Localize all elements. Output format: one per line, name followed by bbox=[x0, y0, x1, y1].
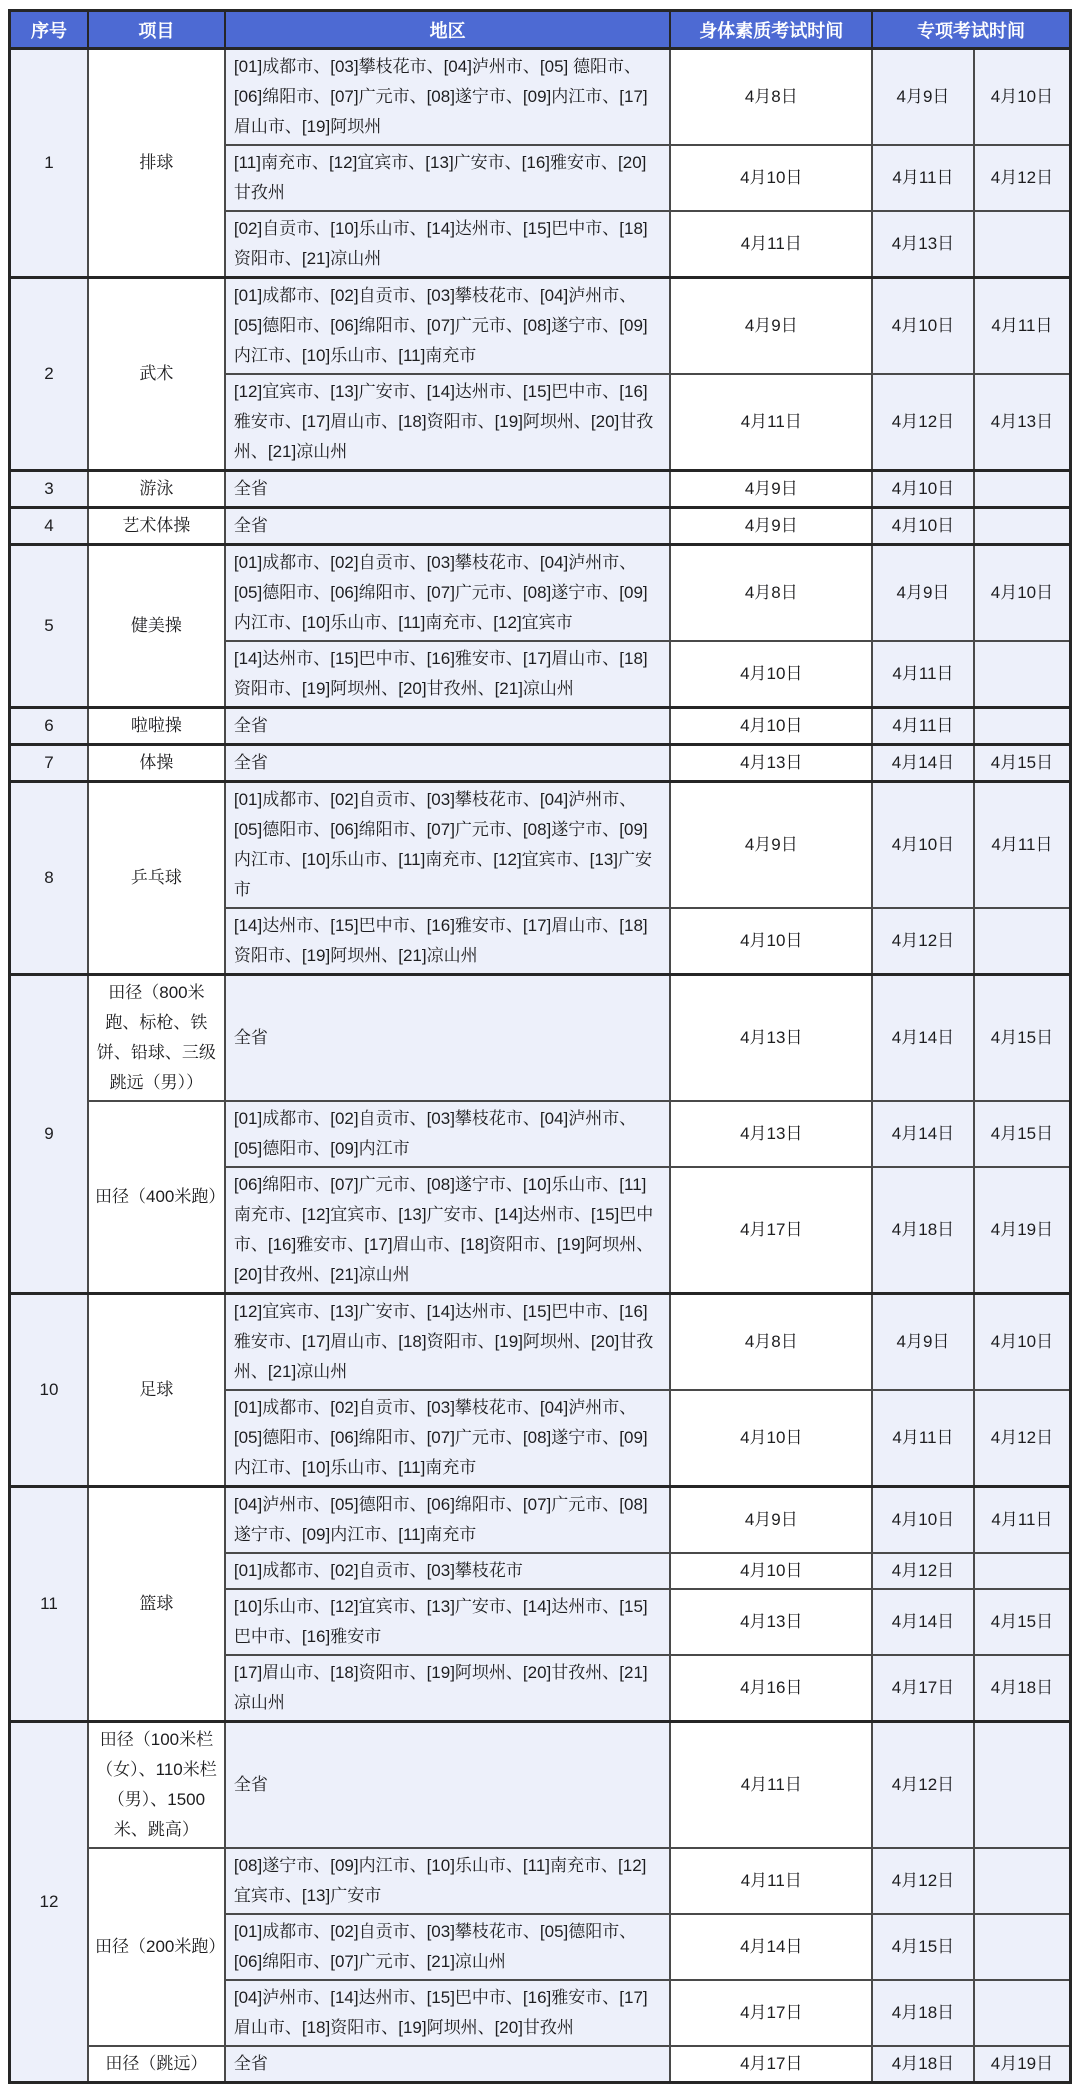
cell-special-date-1: 4月12日 bbox=[872, 908, 974, 975]
header-no: 序号 bbox=[10, 11, 89, 49]
table-row bbox=[10, 1101, 1071, 1167]
schedule-table-body bbox=[10, 49, 1071, 2083]
cell-fitness-date: 4月11日 bbox=[670, 211, 872, 278]
cell-special-date-2 bbox=[974, 471, 1071, 508]
cell-special-date-1: 4月10日 bbox=[872, 278, 974, 375]
cell-fitness-date: 4月13日 bbox=[670, 975, 872, 1102]
cell-special-date-1: 4月9日 bbox=[872, 1294, 974, 1391]
exam-schedule-table bbox=[8, 9, 1072, 2084]
cell-project-name: 体操 bbox=[88, 745, 225, 782]
cell-region: [14]达州市、[15]巴中市、[16]雅安市、[17]眉山市、[18]资阳市、[19]阿坝州、[21]凉山州 bbox=[225, 908, 671, 975]
cell-fitness-date: 4月9日 bbox=[670, 278, 872, 375]
cell-special-date-1: 4月12日 bbox=[872, 1553, 974, 1589]
cell-region: [01]成都市、[02]自贡市、[03]攀枝花市、[04]泸州市、[05]德阳市、[06]绵阳市、[07]广元市、[08]遂宁市、[09]内江市、[10]乐山市、[11]南充市、[12]宜宾市、[13]广安市 bbox=[225, 782, 671, 909]
cell-region: [01]成都市、[03]攀枝花市、[04]泸州市、[05] 德阳市、[06]绵阳市、[07]广元市、[08]遂宁市、[09]内江市、[17]眉山市、[19]阿坝州 bbox=[225, 49, 671, 146]
cell-region: [08]遂宁市、[09]内江市、[10]乐山市、[11]南充市、[12]宜宾市、[13]广安市 bbox=[225, 1848, 671, 1914]
cell-region: [01]成都市、[02]自贡市、[03]攀枝花市 bbox=[225, 1553, 671, 1589]
table-row bbox=[10, 471, 1071, 508]
cell-fitness-date: 4月17日 bbox=[670, 1980, 872, 2046]
cell-project-name: 游泳 bbox=[88, 471, 225, 508]
cell-special-date-2 bbox=[974, 1553, 1071, 1589]
table-row bbox=[10, 745, 1071, 782]
cell-region: 全省 bbox=[225, 975, 671, 1102]
cell-fitness-date: 4月13日 bbox=[670, 1101, 872, 1167]
cell-project-name: 篮球 bbox=[88, 1487, 225, 1722]
cell-special-date-2 bbox=[974, 708, 1071, 745]
cell-special-date-1: 4月10日 bbox=[872, 782, 974, 909]
cell-region: [04]泸州市、[14]达州市、[15]巴中市、[16]雅安市、[17]眉山市、[18]资阳市、[19]阿坝州、[20]甘孜州 bbox=[225, 1980, 671, 2046]
cell-special-date-2 bbox=[974, 641, 1071, 708]
cell-project-name: 啦啦操 bbox=[88, 708, 225, 745]
cell-region: [01]成都市、[02]自贡市、[03]攀枝花市、[04]泸州市、[05]德阳市、[06]绵阳市、[07]广元市、[08]遂宁市、[09]内江市、[10]乐山市、[11]南充市 bbox=[225, 278, 671, 375]
cell-group-no: 5 bbox=[10, 545, 89, 708]
cell-special-date-1: 4月10日 bbox=[872, 508, 974, 545]
cell-region: [01]成都市、[02]自贡市、[03]攀枝花市、[04]泸州市、[05]德阳市、[09]内江市 bbox=[225, 1101, 671, 1167]
cell-fitness-date: 4月11日 bbox=[670, 1722, 872, 1849]
cell-region: 全省 bbox=[225, 708, 671, 745]
table-row bbox=[10, 782, 1071, 909]
cell-special-date-1: 4月9日 bbox=[872, 545, 974, 642]
cell-fitness-date: 4月8日 bbox=[670, 1294, 872, 1391]
header-project: 项目 bbox=[88, 11, 225, 49]
cell-special-date-2: 4月15日 bbox=[974, 745, 1071, 782]
header-fitness-time: 身体素质考试时间 bbox=[670, 11, 872, 49]
cell-special-date-2 bbox=[974, 1848, 1071, 1914]
cell-region: 全省 bbox=[225, 1722, 671, 1849]
cell-special-date-1: 4月18日 bbox=[872, 2046, 974, 2083]
cell-fitness-date: 4月17日 bbox=[670, 2046, 872, 2083]
cell-fitness-date: 4月10日 bbox=[670, 145, 872, 211]
cell-fitness-date: 4月13日 bbox=[670, 1589, 872, 1655]
cell-fitness-date: 4月10日 bbox=[670, 708, 872, 745]
cell-fitness-date: 4月9日 bbox=[670, 508, 872, 545]
table-row bbox=[10, 708, 1071, 745]
table-row bbox=[10, 1722, 1071, 1849]
cell-special-date-2: 4月11日 bbox=[974, 782, 1071, 909]
cell-region: [01]成都市、[02]自贡市、[03]攀枝花市、[04]泸州市、[05]德阳市、[06]绵阳市、[07]广元市、[08]遂宁市、[09]内江市、[10]乐山市、[11]南充市、[12]宜宾市 bbox=[225, 545, 671, 642]
cell-region: [14]达州市、[15]巴中市、[16]雅安市、[17]眉山市、[18]资阳市、[19]阿坝州、[20]甘孜州、[21]凉山州 bbox=[225, 641, 671, 708]
cell-special-date-1: 4月13日 bbox=[872, 211, 974, 278]
cell-special-date-1: 4月17日 bbox=[872, 1655, 974, 1722]
cell-fitness-date: 4月10日 bbox=[670, 1553, 872, 1589]
cell-special-date-1: 4月9日 bbox=[872, 49, 974, 146]
cell-special-date-1: 4月18日 bbox=[872, 1167, 974, 1294]
cell-fitness-date: 4月9日 bbox=[670, 471, 872, 508]
cell-special-date-2 bbox=[974, 1980, 1071, 2046]
cell-fitness-date: 4月16日 bbox=[670, 1655, 872, 1722]
cell-special-date-1: 4月12日 bbox=[872, 1848, 974, 1914]
header-region: 地区 bbox=[225, 11, 671, 49]
cell-group-no: 2 bbox=[10, 278, 89, 471]
cell-region: [12]宜宾市、[13]广安市、[14]达州市、[15]巴中市、[16]雅安市、[17]眉山市、[18]资阳市、[19]阿坝州、[20]甘孜州、[21]凉山州 bbox=[225, 1294, 671, 1391]
cell-region: [06]绵阳市、[07]广元市、[08]遂宁市、[10]乐山市、[11]南充市、[12]宜宾市、[13]广安市、[14]达州市、[15]巴中市、[16]雅安市、[17]眉山市、[18]资阳市、[19]阿坝州、[20]甘孜州、[21]凉山州 bbox=[225, 1167, 671, 1294]
cell-project-name: 田径（400米跑） bbox=[88, 1101, 225, 1294]
cell-region: [12]宜宾市、[13]广安市、[14]达州市、[15]巴中市、[16]雅安市、[17]眉山市、[18]资阳市、[19]阿坝州、[20]甘孜州、[21]凉山州 bbox=[225, 374, 671, 471]
cell-fitness-date: 4月10日 bbox=[670, 1390, 872, 1487]
cell-special-date-2 bbox=[974, 908, 1071, 975]
table-row bbox=[10, 1294, 1071, 1391]
cell-special-date-1: 4月18日 bbox=[872, 1980, 974, 2046]
cell-region: [11]南充市、[12]宜宾市、[13]广安市、[16]雅安市、[20]甘孜州 bbox=[225, 145, 671, 211]
table-header bbox=[10, 11, 1071, 49]
cell-special-date-2: 4月12日 bbox=[974, 1390, 1071, 1487]
cell-special-date-2: 4月13日 bbox=[974, 374, 1071, 471]
cell-group-no: 6 bbox=[10, 708, 89, 745]
cell-special-date-1: 4月14日 bbox=[872, 1101, 974, 1167]
cell-fitness-date: 4月9日 bbox=[670, 1487, 872, 1554]
cell-special-date-1: 4月12日 bbox=[872, 1722, 974, 1849]
cell-special-date-2: 4月15日 bbox=[974, 1101, 1071, 1167]
cell-project-name: 田径（800米跑、标枪、铁饼、铅球、三级跳远（男）） bbox=[88, 975, 225, 1102]
cell-region: [02]自贡市、[10]乐山市、[14]达州市、[15]巴中市、[18]资阳市、[21]凉山州 bbox=[225, 211, 671, 278]
cell-fitness-date: 4月10日 bbox=[670, 641, 872, 708]
cell-project-name: 健美操 bbox=[88, 545, 225, 708]
cell-project-name: 乒乓球 bbox=[88, 782, 225, 975]
cell-group-no: 9 bbox=[10, 975, 89, 1294]
cell-group-no: 12 bbox=[10, 1722, 89, 2083]
cell-project-name: 武术 bbox=[88, 278, 225, 471]
cell-special-date-1: 4月11日 bbox=[872, 145, 974, 211]
cell-region: 全省 bbox=[225, 745, 671, 782]
cell-special-date-1: 4月11日 bbox=[872, 1390, 974, 1487]
cell-special-date-1: 4月15日 bbox=[872, 1914, 974, 1980]
cell-project-name: 足球 bbox=[88, 1294, 225, 1487]
cell-region: 全省 bbox=[225, 508, 671, 545]
cell-special-date-1: 4月10日 bbox=[872, 471, 974, 508]
cell-fitness-date: 4月10日 bbox=[670, 908, 872, 975]
table-row bbox=[10, 1848, 1071, 1914]
cell-region: [17]眉山市、[18]资阳市、[19]阿坝州、[20]甘孜州、[21]凉山州 bbox=[225, 1655, 671, 1722]
cell-special-date-1: 4月11日 bbox=[872, 641, 974, 708]
cell-region: [01]成都市、[02]自贡市、[03]攀枝花市、[04]泸州市、[05]德阳市、[06]绵阳市、[07]广元市、[08]遂宁市、[09]内江市、[10]乐山市、[11]南充市 bbox=[225, 1390, 671, 1487]
cell-special-date-1: 4月14日 bbox=[872, 975, 974, 1102]
cell-fitness-date: 4月11日 bbox=[670, 374, 872, 471]
cell-special-date-1: 4月10日 bbox=[872, 1487, 974, 1554]
cell-special-date-1: 4月14日 bbox=[872, 1589, 974, 1655]
header-row bbox=[10, 11, 1071, 49]
cell-special-date-2: 4月18日 bbox=[974, 1655, 1071, 1722]
cell-special-date-2: 4月19日 bbox=[974, 1167, 1071, 1294]
cell-group-no: 8 bbox=[10, 782, 89, 975]
cell-special-date-1: 4月14日 bbox=[872, 745, 974, 782]
cell-project-name: 田径（100米栏（女）、110米栏（男）、1500米、跳高） bbox=[88, 1722, 225, 1849]
cell-group-no: 3 bbox=[10, 471, 89, 508]
cell-region: [01]成都市、[02]自贡市、[03]攀枝花市、[05]德阳市、[06]绵阳市、[07]广元市、[21]凉山州 bbox=[225, 1914, 671, 1980]
cell-fitness-date: 4月9日 bbox=[670, 782, 872, 909]
cell-special-date-1: 4月12日 bbox=[872, 374, 974, 471]
cell-special-date-2: 4月12日 bbox=[974, 145, 1071, 211]
cell-fitness-date: 4月8日 bbox=[670, 545, 872, 642]
table-row bbox=[10, 2046, 1071, 2083]
cell-fitness-date: 4月8日 bbox=[670, 49, 872, 146]
cell-special-date-2: 4月19日 bbox=[974, 2046, 1071, 2083]
cell-fitness-date: 4月13日 bbox=[670, 745, 872, 782]
table-row bbox=[10, 49, 1071, 146]
cell-fitness-date: 4月17日 bbox=[670, 1167, 872, 1294]
header-special-time: 专项考试时间 bbox=[872, 11, 1070, 49]
cell-fitness-date: 4月14日 bbox=[670, 1914, 872, 1980]
cell-region: [04]泸州市、[05]德阳市、[06]绵阳市、[07]广元市、[08]遂宁市、[09]内江市、[11]南充市 bbox=[225, 1487, 671, 1554]
cell-project-name: 田径（200米跑） bbox=[88, 1848, 225, 2046]
cell-group-no: 10 bbox=[10, 1294, 89, 1487]
cell-special-date-2 bbox=[974, 211, 1071, 278]
table-row bbox=[10, 508, 1071, 545]
table-row bbox=[10, 1487, 1071, 1554]
table-row bbox=[10, 278, 1071, 375]
table-row bbox=[10, 975, 1071, 1102]
cell-special-date-1: 4月11日 bbox=[872, 708, 974, 745]
cell-region: 全省 bbox=[225, 471, 671, 508]
cell-project-name: 田径（跳远） bbox=[88, 2046, 225, 2083]
cell-special-date-2 bbox=[974, 1722, 1071, 1849]
cell-special-date-2: 4月15日 bbox=[974, 975, 1071, 1102]
cell-special-date-2: 4月11日 bbox=[974, 1487, 1071, 1554]
cell-special-date-2: 4月10日 bbox=[974, 545, 1071, 642]
cell-special-date-2: 4月10日 bbox=[974, 49, 1071, 146]
cell-group-no: 11 bbox=[10, 1487, 89, 1722]
cell-special-date-2 bbox=[974, 1914, 1071, 1980]
cell-special-date-2: 4月15日 bbox=[974, 1589, 1071, 1655]
cell-region: 全省 bbox=[225, 2046, 671, 2083]
cell-region: [10]乐山市、[12]宜宾市、[13]广安市、[14]达州市、[15]巴中市、[16]雅安市 bbox=[225, 1589, 671, 1655]
cell-group-no: 1 bbox=[10, 49, 89, 278]
cell-special-date-2: 4月11日 bbox=[974, 278, 1071, 375]
cell-project-name: 排球 bbox=[88, 49, 225, 278]
cell-special-date-2 bbox=[974, 508, 1071, 545]
table-row bbox=[10, 545, 1071, 642]
cell-fitness-date: 4月11日 bbox=[670, 1848, 872, 1914]
cell-group-no: 7 bbox=[10, 745, 89, 782]
cell-special-date-2: 4月10日 bbox=[974, 1294, 1071, 1391]
cell-project-name: 艺术体操 bbox=[88, 508, 225, 545]
cell-group-no: 4 bbox=[10, 508, 89, 545]
